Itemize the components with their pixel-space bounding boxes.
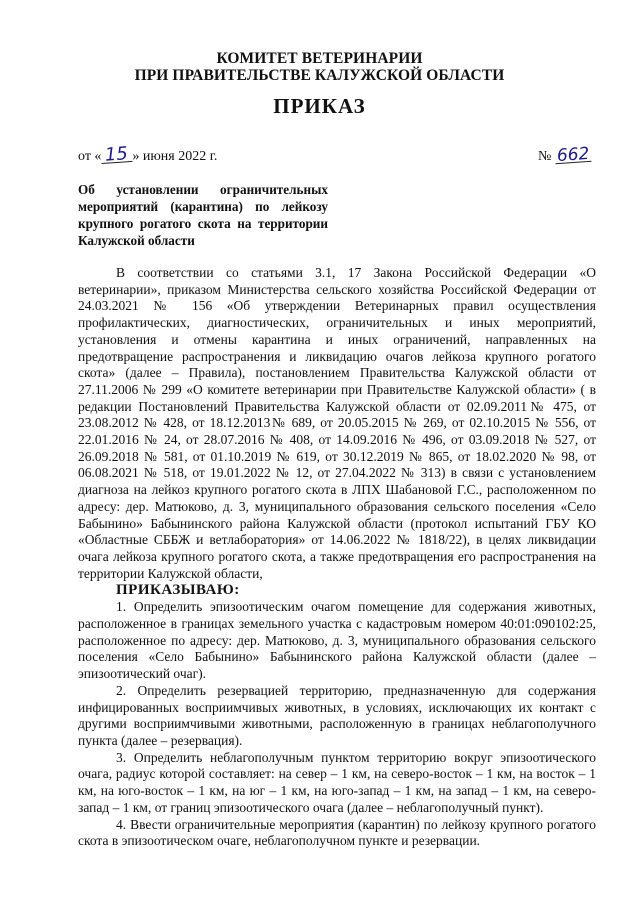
preamble-paragraph: В соответствии со статьями 3.1, 17 Закона Российской Федерации «О ветеринарии», приказом Министерства сельского хозяйства Российской Федерации от 24.03.2021 № 156 «Об утверждении Ветеринарных правил осуществления профилактических, диагностических, ограничительных и иных мероприятий, установления и отмены карантина и иных ограничений, направленных на предотвращение распространения и ликвидацию очагов лейкоза крупного рогатого скота» (далее – Правила), постановлением Правительства Калужской области от 27.11.2006 № 299 «О комитете ветеринарии при Правительстве Калужской области» ( в редакции Постановлений Правительства Калужской области от 02.09.2011№ 475, от 23.08.2012 № 428, от 18.12.2013№ 689, от 20.05.2015 № 269, от 02.10.2015 № 556, от 22.01.2016 № 24, от 28.07.2016 № 408, от 14.09.2016 № 496, от 03.09.2018 № 527, от 26.09.2018 № 581, от 01.10.2019 № 619, от 30.12.2019 № 865, от 18.02.2020 № 98, от 06.08.2021 № 518, от 19.01.2022 № 12, от 27.04.2022 № 313) в связи с установлением диагноза на лейкоз крупного рогатого скота в ЛПХ Шабановой Г.С., расположенном по адресу: дер. Матюково, д. 3, муниципального образования сельского поселения «Село Бабынино» Бабынинского района Калужской области (протокол испытаний ГБУ КО «Областные СББЖ и ветлаборатория» от 14.06.2022 № 1818/22), в целях ликвидации очага лейкоза крупного рогатого скота, а также предотвращения его распространения на территории Калужской области, (78, 265, 596, 581)
date-suffix: » июня 2022 г. (132, 149, 218, 164)
order-number (538, 143, 591, 167)
order-date (78, 143, 218, 166)
order-item: 4. Ввести ограничительные мероприятия (карантин) по лейкозу крупного рогатого скота в эпизоотическом очаге, неблагополучном пункте и резервации. (78, 816, 596, 849)
order-item: 3. Определить неблагополучным пунктом территорию вокруг эпизоотического очага, радиус которой составляет: на север – 1 км, на северо-восток – 1 км, на восток – 1 км, на юго-восток – 1 км, на юг – 1 км, на юго-запад – 1 км, на запад – 1 км, на северо-запад – 1 км, от границ эпизоотического очага (далее – неблагополучный пункт). (78, 749, 596, 815)
number-prefix: № (538, 149, 552, 164)
handwritten-number: 662 (556, 143, 590, 167)
handwritten-day: 15 (101, 147, 133, 164)
document-type-title: ПРИКАЗ (273, 94, 366, 118)
decree-word: ПРИКАЗЫВАЮ: (116, 582, 240, 599)
order-body (78, 265, 596, 850)
order-item: 2. Определить резервацией территорию, предназначенную для содержания инфицированных восприимчивых животных, в условиях, исключающих их контакт с другими восприимчивыми животными, расположенную в границах неблагополучного пункта (далее – резервация). (78, 682, 596, 748)
org-name-line2: ПРИ ПРАВИТЕЛЬСТВЕ КАЛУЖСКОЙ ОБЛАСТИ (134, 67, 505, 84)
date-prefix: от « (78, 149, 102, 164)
org-name-line1: КОМИТЕТ ВЕТЕРИНАРИИ (216, 50, 423, 67)
order-subject: Об установлении ограничительных мероприятий (карантина) по лейкозу крупного рогатого скота на территории Калужской области (78, 182, 328, 248)
order-item: 1. Определить эпизоотическим очагом помещение для содержания животных, расположенное в границах земельного участка с кадастровым номером 40:01:090102:25, расположенное по адресу: дер. Матюково, д. 3, муниципального образования сельского поселения «Село Бабынино» Бабынинского района Калужской области (далее – эпизоотический очаг). (78, 599, 596, 682)
